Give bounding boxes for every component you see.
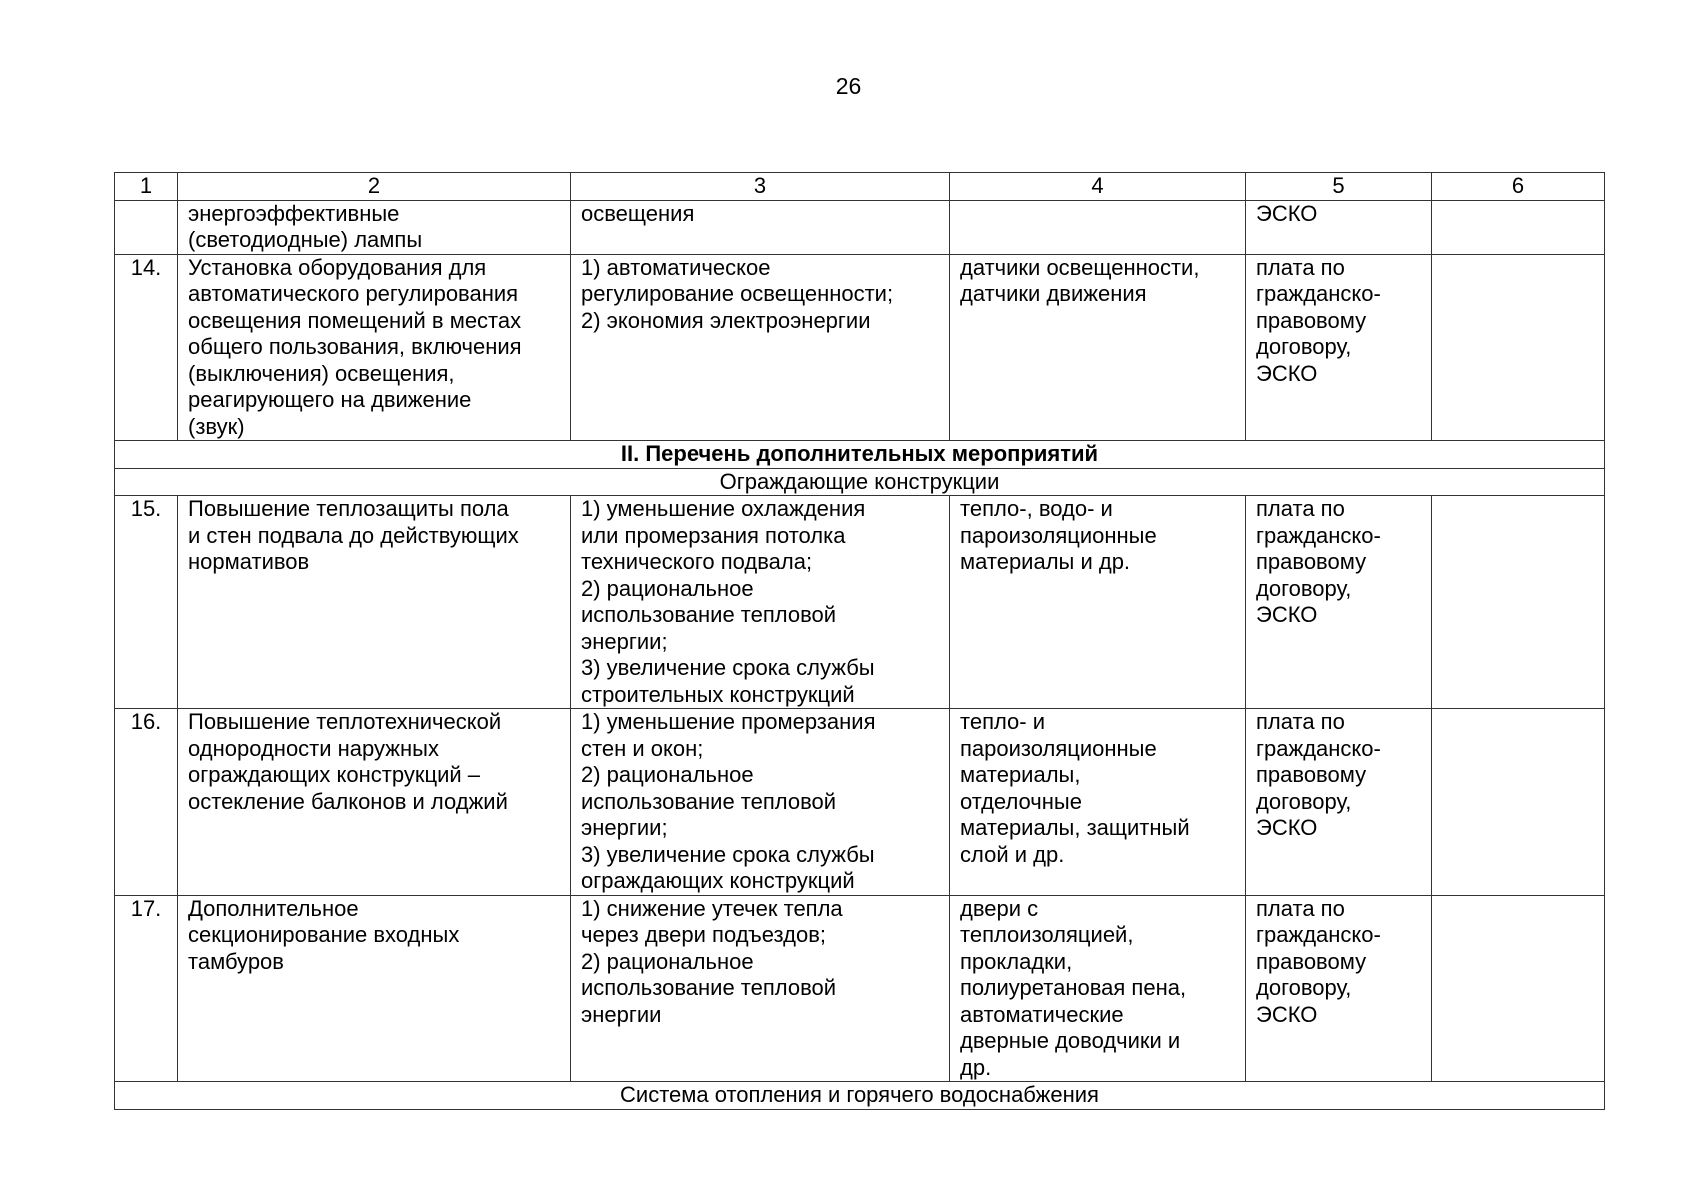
materials-cell: [950, 895, 1246, 1082]
cell-line: датчики освещенности,: [960, 254, 1200, 280]
cell-line: полиуретановая пена,: [960, 975, 1187, 1000]
cell-line: двери с: [960, 895, 1039, 921]
measure-cell: [178, 254, 571, 441]
cell-line: договору,: [1256, 334, 1352, 359]
financing-cell: [1246, 200, 1432, 254]
cell-line: или промерзания потолка: [581, 522, 846, 548]
purpose-cell: [571, 709, 950, 896]
cell-line: 1) уменьшение охлаждения: [581, 496, 866, 521]
cell-line: правовому: [1256, 762, 1367, 787]
column-number-row: [115, 173, 1605, 201]
cell-line: плата по: [1256, 895, 1345, 921]
row-number: 16.: [115, 709, 178, 896]
section-title: II. Перечень дополнительных мероприятий: [115, 441, 1605, 469]
cell-line: технического подвала;: [581, 549, 813, 574]
purpose-cell: [571, 254, 950, 441]
note-cell: [1432, 709, 1605, 896]
measure-cell: [178, 200, 571, 254]
cell-line: датчики движения: [960, 281, 1147, 306]
cell-line: Повышение теплозащиты пола: [188, 496, 509, 521]
cell-line: стен и окон;: [581, 735, 704, 761]
cell-line: правовому: [1256, 948, 1367, 974]
cell-line: использование тепловой: [581, 602, 837, 627]
measures-table-body: [115, 173, 1605, 1110]
column-number: 5: [1246, 173, 1432, 201]
column-number: 4: [950, 173, 1246, 201]
cell-line: прокладки,: [960, 948, 1073, 974]
column-number: 3: [571, 173, 950, 201]
financing-cell: [1246, 254, 1432, 441]
cell-line: плата по: [1256, 254, 1345, 280]
note-cell: [1432, 200, 1605, 254]
cell-line: 2) рациональное: [581, 762, 754, 787]
cell-line: гражданско-: [1256, 522, 1381, 548]
cell-line: ограждающих конструкций –: [188, 762, 480, 787]
cell-line: 2) рациональное: [581, 575, 754, 601]
cell-line: материалы, защитный: [960, 815, 1190, 840]
cell-line: слой и др.: [960, 841, 1065, 867]
cell-line: использование тепловой: [581, 975, 837, 1000]
cell-line: 2) экономия электроэнергии: [581, 307, 871, 333]
cell-line: отделочные: [960, 788, 1082, 814]
row-number: 17.: [115, 895, 178, 1082]
cell-line: 2) рациональное: [581, 948, 754, 974]
cell-line: 3) увеличение срока службы: [581, 841, 875, 867]
cell-line: гражданско-: [1256, 735, 1381, 761]
cell-line: плата по: [1256, 496, 1345, 521]
cell-line: тамбуров: [188, 948, 284, 974]
cell-line: 1) автоматическое: [581, 254, 771, 280]
financing-cell: [1246, 895, 1432, 1082]
cell-line: Установка оборудования для: [188, 254, 487, 280]
cell-line: пароизоляционные: [960, 522, 1157, 548]
cell-line: договору,: [1256, 975, 1352, 1000]
cell-line: правовому: [1256, 307, 1367, 333]
subsection-header-row: [115, 1082, 1605, 1110]
cell-line: Дополнительное: [188, 895, 359, 921]
cell-line: освещения помещений в местах: [188, 307, 522, 333]
subsection-title: Система отопления и горячего водоснабжения: [115, 1082, 1605, 1110]
cell-line: 1) снижение утечек тепла: [581, 895, 843, 921]
column-number: 6: [1432, 173, 1605, 201]
cell-line: договору,: [1256, 575, 1352, 601]
cell-line: автоматического регулирования: [188, 281, 519, 306]
page-number: 26: [835, 73, 862, 99]
financing-cell: [1246, 496, 1432, 709]
cell-line: договору,: [1256, 788, 1352, 814]
cell-line: через двери подъездов;: [581, 922, 827, 947]
cell-line: остекление балконов и лоджий: [188, 788, 508, 814]
cell-line: ЭСКО: [1256, 815, 1318, 840]
note-cell: [1432, 496, 1605, 709]
cell-line: плата по: [1256, 709, 1345, 734]
purpose-cell: [571, 895, 950, 1082]
cell-line: правовому: [1256, 549, 1367, 574]
cell-line: однородности наружных: [188, 735, 439, 761]
table-row: [115, 496, 1605, 709]
materials-cell: [950, 200, 1246, 254]
materials-cell: [950, 254, 1246, 441]
cell-line: ЭСКО: [1256, 1001, 1318, 1027]
table-row: [115, 709, 1605, 896]
purpose-cell: [571, 200, 950, 254]
row-number: [115, 200, 178, 254]
note-cell: [1432, 254, 1605, 441]
cell-line: гражданско-: [1256, 922, 1381, 947]
cell-line: тепло- и: [960, 709, 1046, 734]
cell-line: 1) уменьшение промерзания: [581, 709, 876, 734]
cell-line: тепло-, водо- и: [960, 496, 1113, 521]
cell-line: освещения: [581, 200, 695, 226]
cell-line: ЭСКО: [1256, 200, 1318, 226]
cell-line: (светодиодные) лампы: [188, 227, 423, 252]
column-number: 1: [115, 173, 178, 201]
cell-line: теплоизоляцией,: [960, 922, 1134, 947]
purpose-cell: [571, 496, 950, 709]
cell-line: ЭСКО: [1256, 360, 1318, 386]
cell-line: др.: [960, 1054, 992, 1080]
cell-line: материалы,: [960, 762, 1081, 787]
cell-line: материалы и др.: [960, 549, 1131, 574]
cell-line: энергии;: [581, 628, 668, 654]
cell-line: Повышение теплотехнической: [188, 709, 502, 734]
subsection-title: Ограждающие конструкции: [115, 468, 1605, 496]
cell-line: ограждающих конструкций: [581, 868, 855, 893]
materials-cell: [950, 496, 1246, 709]
table-row: [115, 200, 1605, 254]
table-row: [115, 254, 1605, 441]
cell-line: общего пользования, включения: [188, 334, 522, 359]
cell-line: 3) увеличение срока службы: [581, 655, 875, 680]
section-header-row: [115, 441, 1605, 469]
measure-cell: [178, 895, 571, 1082]
cell-line: (звук): [188, 413, 245, 439]
note-cell: [1432, 895, 1605, 1082]
financing-cell: [1246, 709, 1432, 896]
cell-line: автоматические: [960, 1001, 1124, 1027]
cell-line: гражданско-: [1256, 281, 1381, 306]
cell-line: энергии;: [581, 815, 668, 840]
row-number: 14.: [115, 254, 178, 441]
cell-line: использование тепловой: [581, 788, 837, 814]
cell-line: дверные доводчики и: [960, 1028, 1181, 1053]
cell-line: секционирование входных: [188, 922, 460, 947]
cell-line: пароизоляционные: [960, 735, 1157, 761]
cell-line: нормативов: [188, 549, 310, 574]
row-number: 15.: [115, 496, 178, 709]
materials-cell: [950, 709, 1246, 896]
cell-line: ЭСКО: [1256, 602, 1318, 627]
cell-line: (выключения) освещения,: [188, 360, 455, 386]
cell-line: энергии: [581, 1001, 662, 1027]
subsection-header-row: [115, 468, 1605, 496]
table-row: [115, 895, 1605, 1082]
measure-cell: [178, 709, 571, 896]
cell-line: и стен подвала до действующих: [188, 522, 519, 548]
measure-cell: [178, 496, 571, 709]
cell-line: регулирование освещенности;: [581, 281, 894, 306]
cell-line: строительных конструкций: [581, 681, 855, 707]
cell-line: энергоэффективные: [188, 200, 400, 226]
cell-line: реагирующего на движение: [188, 387, 472, 412]
measures-table: [114, 172, 1605, 1110]
column-number: 2: [178, 173, 571, 201]
